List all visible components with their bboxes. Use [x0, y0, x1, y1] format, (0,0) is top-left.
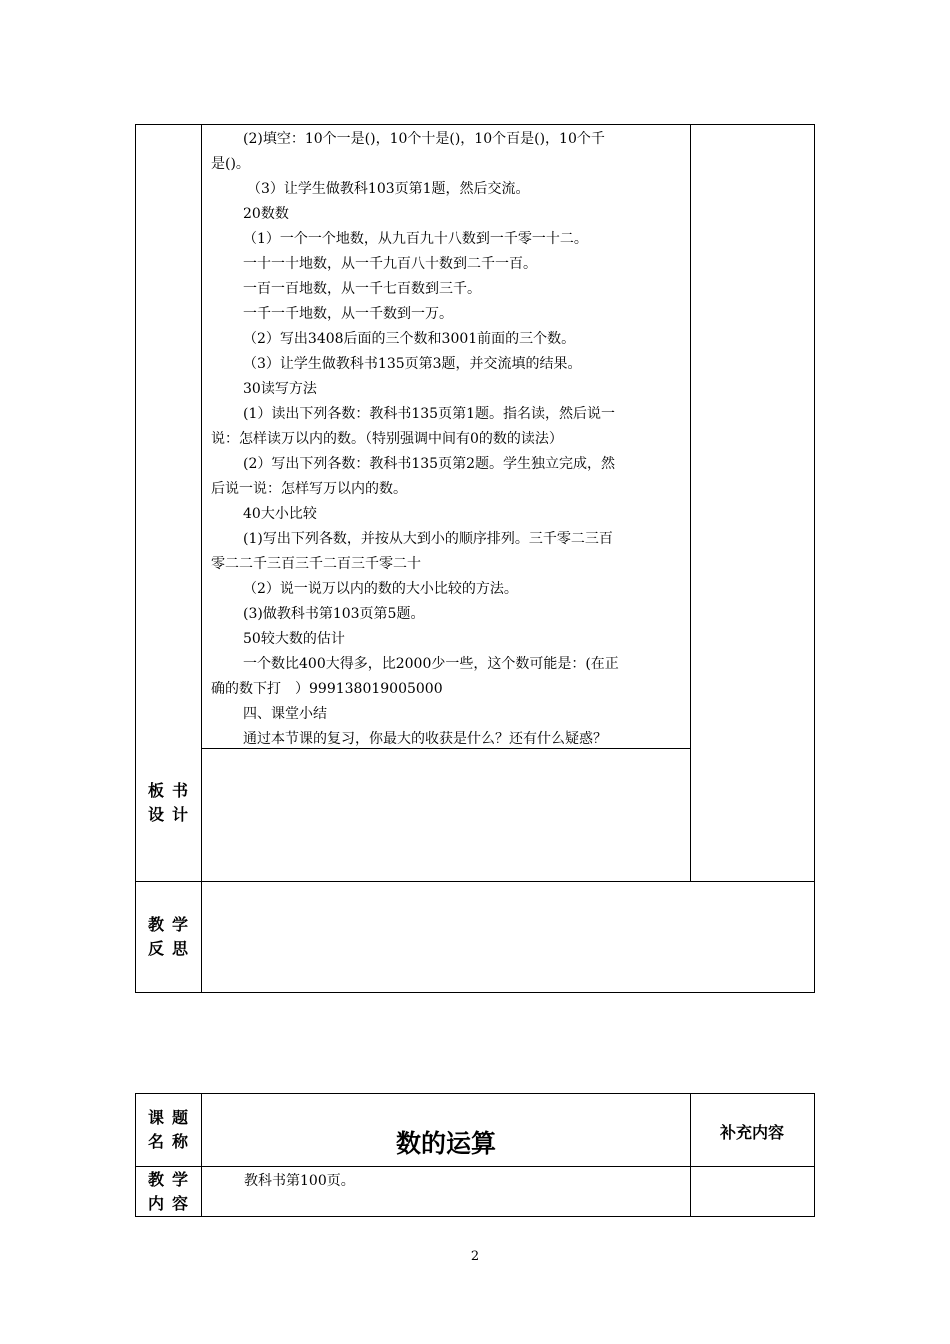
lesson-title: 数的运算: [395, 1129, 496, 1158]
text-line: 40大小比较: [243, 506, 317, 522]
text-line: 一千一千地数，从一千数到一万。: [243, 306, 453, 322]
reflection-label-line2: 反思: [147, 939, 196, 958]
text-line: （2）写出3408后面的三个数和3001前面的三个数。: [243, 331, 576, 347]
text-line: 30读写方法: [243, 381, 317, 397]
text-line: (2）写出下列各数：教科书135页第2题。学生独立完成，然: [243, 456, 615, 472]
text-line: （1）一个一个地数，从九百九十八数到一千零一十二。: [243, 231, 588, 247]
text-line: （3）让学生做教科103页第1题，然后交流。: [247, 181, 530, 197]
text-line: (1）读出下列各数：教科书135页第1题。指名读，然后说一: [243, 406, 615, 422]
reflection-label: [136, 913, 202, 961]
text-line: 一十一十地数，从一千九百八十数到二千一百。: [243, 256, 537, 272]
text-line: 通过本节课的复习，你最大的收获是什么？还有什么疑惑？: [243, 731, 607, 747]
col-divider-left: [201, 125, 202, 992]
text-line: 后说一说：怎样写万以内的数。: [211, 481, 407, 497]
text-line: 四、课堂小结: [243, 706, 327, 722]
text-line: （2）说一说万以内的数的大小比较的方法。: [243, 581, 518, 597]
row-divider: [136, 1166, 814, 1167]
text-line: 20数数: [243, 206, 289, 222]
teaching-content-label: [136, 1168, 202, 1216]
board-design-label: [136, 779, 202, 827]
text-line: 零二二千三百三千二百三千零二十: [211, 556, 421, 572]
teaching-process-text: [211, 127, 691, 752]
text-line: (1)写出下列各数，并按从大到小的顺序排列。三千零二三百: [243, 531, 613, 547]
lesson-table-upper: [135, 124, 815, 993]
text-line: (2)填空：10个一是()，10个十是()，10个百是()，10个千: [243, 131, 605, 147]
text-line: 50较大数的估计: [243, 631, 345, 647]
content-label-line1: 教学: [147, 1170, 196, 1189]
topic-name-label: [136, 1106, 202, 1154]
text-line: 一个数比400大得多，比2000少一些，这个数可能是：(在正: [243, 656, 619, 672]
board-label-line1: 板书: [147, 781, 196, 800]
reflection-label-line1: 教学: [147, 915, 196, 934]
col-divider-right: [690, 1094, 691, 1216]
page-number: 2: [470, 1249, 480, 1264]
topic-label-line2: 名称: [147, 1132, 196, 1151]
lesson-table-lower: [135, 1093, 815, 1217]
text-line: 一百一百地数，从一千七百数到三千。: [243, 281, 481, 297]
supplementary-content-label: 补充内容: [719, 1123, 784, 1142]
content-label-line2: 内容: [147, 1194, 196, 1213]
topic-label-line1: 课题: [147, 1108, 196, 1127]
row-divider-board: [136, 881, 814, 882]
text-line: 说：怎样读万以内的数。（特别强调中间有0的数的读法）: [211, 431, 563, 447]
text-line: （3）让学生做教科书135页第3题，并交流填的结果。: [243, 356, 582, 372]
teaching-content-text: 教科书第100页。: [244, 1173, 355, 1189]
text-line: 是()。: [211, 156, 250, 172]
board-label-line2: 设计: [147, 805, 196, 824]
text-line: (3)做教科书第103页第5题。: [243, 606, 425, 622]
text-line: 确的数下打 ）999138019005000: [211, 681, 443, 697]
